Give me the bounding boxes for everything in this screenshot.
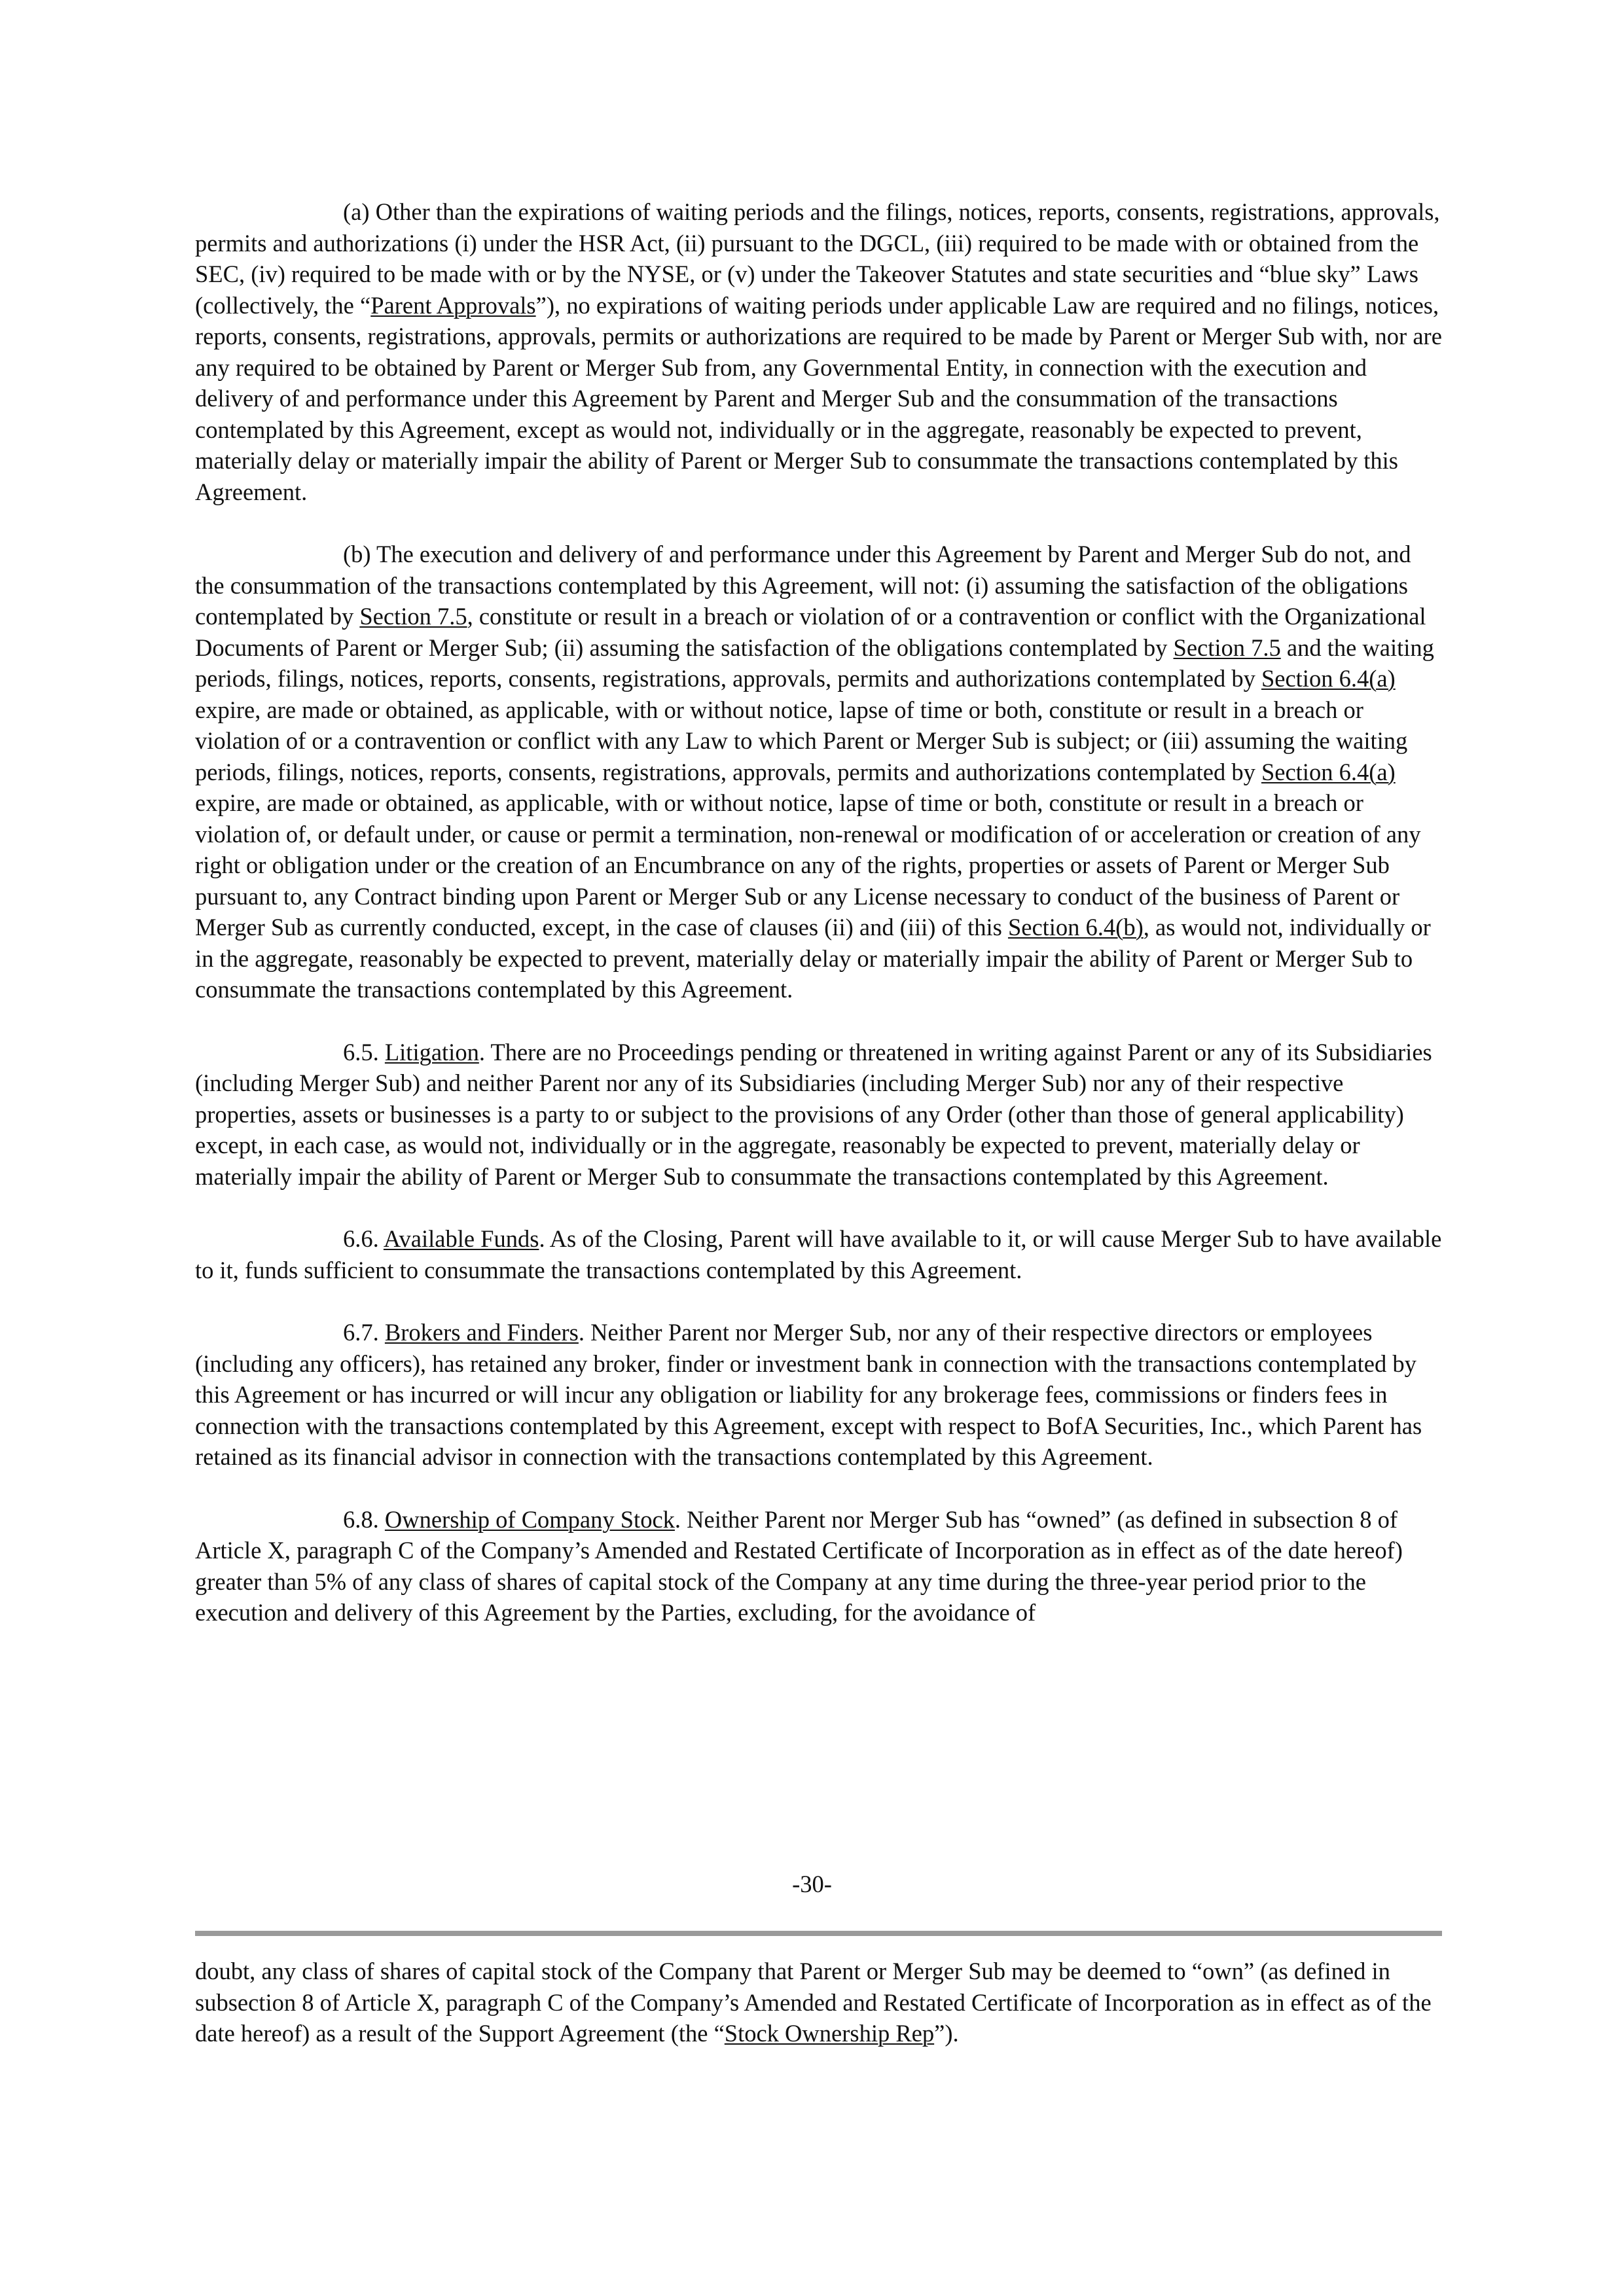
page-break-divider: [195, 1931, 1442, 1936]
cross-reference-section-6-4-a: Section 6.4(a): [1261, 758, 1396, 785]
paragraph-text: expire, are made or obtained, as applicable, with or without notice, lapse of time or both, constitute or result in a breach or violation of or a contravention or conflict with any Law to which Parent or Merger Sub is subject; or (iii) assuming the waiting periods, filings, notices, reports, consents, registrations, approvals, permits and authorizations contemplated by: [195, 696, 1408, 785]
page-number: -30-: [792, 1871, 832, 1897]
section-number: 6.6.: [343, 1225, 384, 1252]
paragraph-text: . Neither Parent nor Merger Sub, nor any of their respective directors or employees (including any officers), has retained any broker, finder or investment bank in connection with the transactions contemplated by this Agreement or has incurred or will incur any obligation or liability for any brokerage fees, commissions or finders fees in connection with the transactions contemplated by this Agreement, except with respect to BofA Securities, Inc., which Parent has retained as its financial advisor in connection with the transactions contemplated by this Agreement.: [195, 1319, 1422, 1470]
defined-term-stock-ownership-rep: Stock Ownership Rep: [724, 2020, 935, 2047]
section-heading: Litigation: [384, 1038, 479, 1066]
paragraph-text: . There are no Proceedings pending or threatened in writing against Parent or any of its Subsidiaries (including Merger Sub) and neither Parent nor any of its Subsidiaries (including Merger Sub) nor any of their respective properties, assets or businesses is a party to or subject to the provisions of any Order (other than those of general applicability) except, in each case, as would not, individually or in the aggregate, reasonably be expected to prevent, materially delay or materially impair the ability of Parent or Merger Sub to consummate the transactions contemplated by this Agreement.: [195, 1038, 1432, 1190]
section-heading: Ownership of Company Stock: [384, 1505, 675, 1533]
section-heading: Brokers and Finders: [384, 1319, 579, 1346]
section-6-6-available-funds: [195, 1223, 1442, 1285]
section-6-8-ownership-of-company-stock: [195, 1504, 1442, 1628]
defined-term-parent-approvals: Parent Approvals: [370, 291, 536, 319]
paragraph-text: ”).: [934, 2020, 959, 2047]
paragraph-6-4-a: [195, 196, 1442, 507]
paragraph-text: doubt, any class of shares of capital stock of the Company that Parent or Merger Sub may be deemed to “own” (as defined in subsection 8 of Article X, paragraph C of the Company’s Amended and Restated Certificate of Incorporation as in effect as of the date hereof) as a result of the Support Agreement (the “: [195, 1958, 1432, 2047]
section-number: 6.8.: [343, 1505, 385, 1533]
section-number: 6.7.: [343, 1319, 385, 1346]
section-number: 6.5.: [343, 1038, 385, 1066]
cross-reference-section-6-4-b: Section 6.4(b): [1007, 914, 1144, 941]
paragraph-text: , constitute or result in a breach or violation of or a contravention or conflict with the Organizational Documents of Parent or Merger Sub; (ii) assuming the satisfaction of the obligations contemplated by: [195, 603, 1426, 661]
continuation-paragraph: [195, 1956, 1442, 2049]
paragraph-text: ”), no expirations of waiting periods under applicable Law are required and no filings, notices, reports, consents, registrations, approvals, permits or authorizations are required to be made by Parent or Merger Sub with, nor are any required to be obtained by Parent or Merger Sub from, any Governmental Entity, in connection with the execution and delivery of and performance under this Agreement by Parent and Merger Sub and the consummation of the transactions contemplated by this Agreement, except as would not, individually or in the aggregate, reasonably be expected to prevent, materially delay or materially impair the ability of Parent or Merger Sub to consummate the transactions contemplated by this Agreement.: [195, 291, 1442, 505]
page-body: [195, 196, 1442, 1660]
paragraph-6-4-b: [195, 539, 1442, 1005]
paragraph-text: (a) Other than the expirations of waiting periods and the filings, notices, reports, consents, registrations, approvals, permits and authorizations (i) under the HSR Act, (ii) pursuant to the DGCL, (iii) required to be made with or obtained from the SEC, (iv) required to be made with or by the NYSE, or (v) under the Takeover Statutes and state securities and “blue sky” Laws (collectively, the “: [195, 198, 1440, 319]
paragraph-text: . As of the Closing, Parent will have available to it, or will cause Merger Sub to have available to it, funds sufficient to consummate the transactions contemplated by this Agreement.: [195, 1225, 1442, 1283]
section-heading: Available Funds: [383, 1225, 539, 1252]
paragraph-text: . Neither Parent nor Merger Sub has “owned” (as defined in subsection 8 of Article X, paragraph C of the Company’s Amended and Restated Certificate of Incorporation as in effect as of the date hereof) greater than 5% of any class of shares of capital stock of the Company at any time during the three-year period prior to the execution and delivery of this Agreement by the Parties, excluding, for the avoidance of: [195, 1505, 1403, 1626]
paragraph-text: , as would not, individually or in the aggregate, reasonably be expected to prevent, materially delay or materially impair the ability of Parent or Merger Sub to consummate the transactions contemplated by this Agreement.: [195, 914, 1431, 1003]
paragraph-text: expire, are made or obtained, as applicable, with or without notice, lapse of time or both, constitute or result in a breach or violation of, or default under, or cause or permit a termination, non-renewal or modification of or acceleration or creation of any right or obligation under or the creation of an Encumbrance on any of the rights, properties or assets of Parent or Merger Sub pursuant to, any Contract binding upon Parent or Merger Sub or any License necessary to conduct of the business of Parent or Merger Sub as currently conducted, except, in the case of clauses (ii) and (iii) of this: [195, 789, 1421, 941]
section-6-7-brokers-and-finders: [195, 1317, 1442, 1473]
next-page-continuation: [195, 1956, 1442, 2081]
paragraph-text: and the waiting periods, filings, notices, reports, consents, registrations, approvals, permits and authorizations contemplated by: [195, 634, 1434, 692]
cross-reference-section-7-5: Section 7.5: [1173, 634, 1281, 661]
paragraph-text: (b) The execution and delivery of and performance under this Agreement by Parent and Merger Sub do not, and the consummation of the transactions contemplated by this Agreement, will not: (i) assuming the satisfaction of the obligations contemplated by: [195, 541, 1411, 630]
cross-reference-section-7-5: Section 7.5: [359, 603, 467, 630]
section-6-5-litigation: [195, 1037, 1442, 1193]
cross-reference-section-6-4-a: Section 6.4(a): [1261, 665, 1396, 692]
